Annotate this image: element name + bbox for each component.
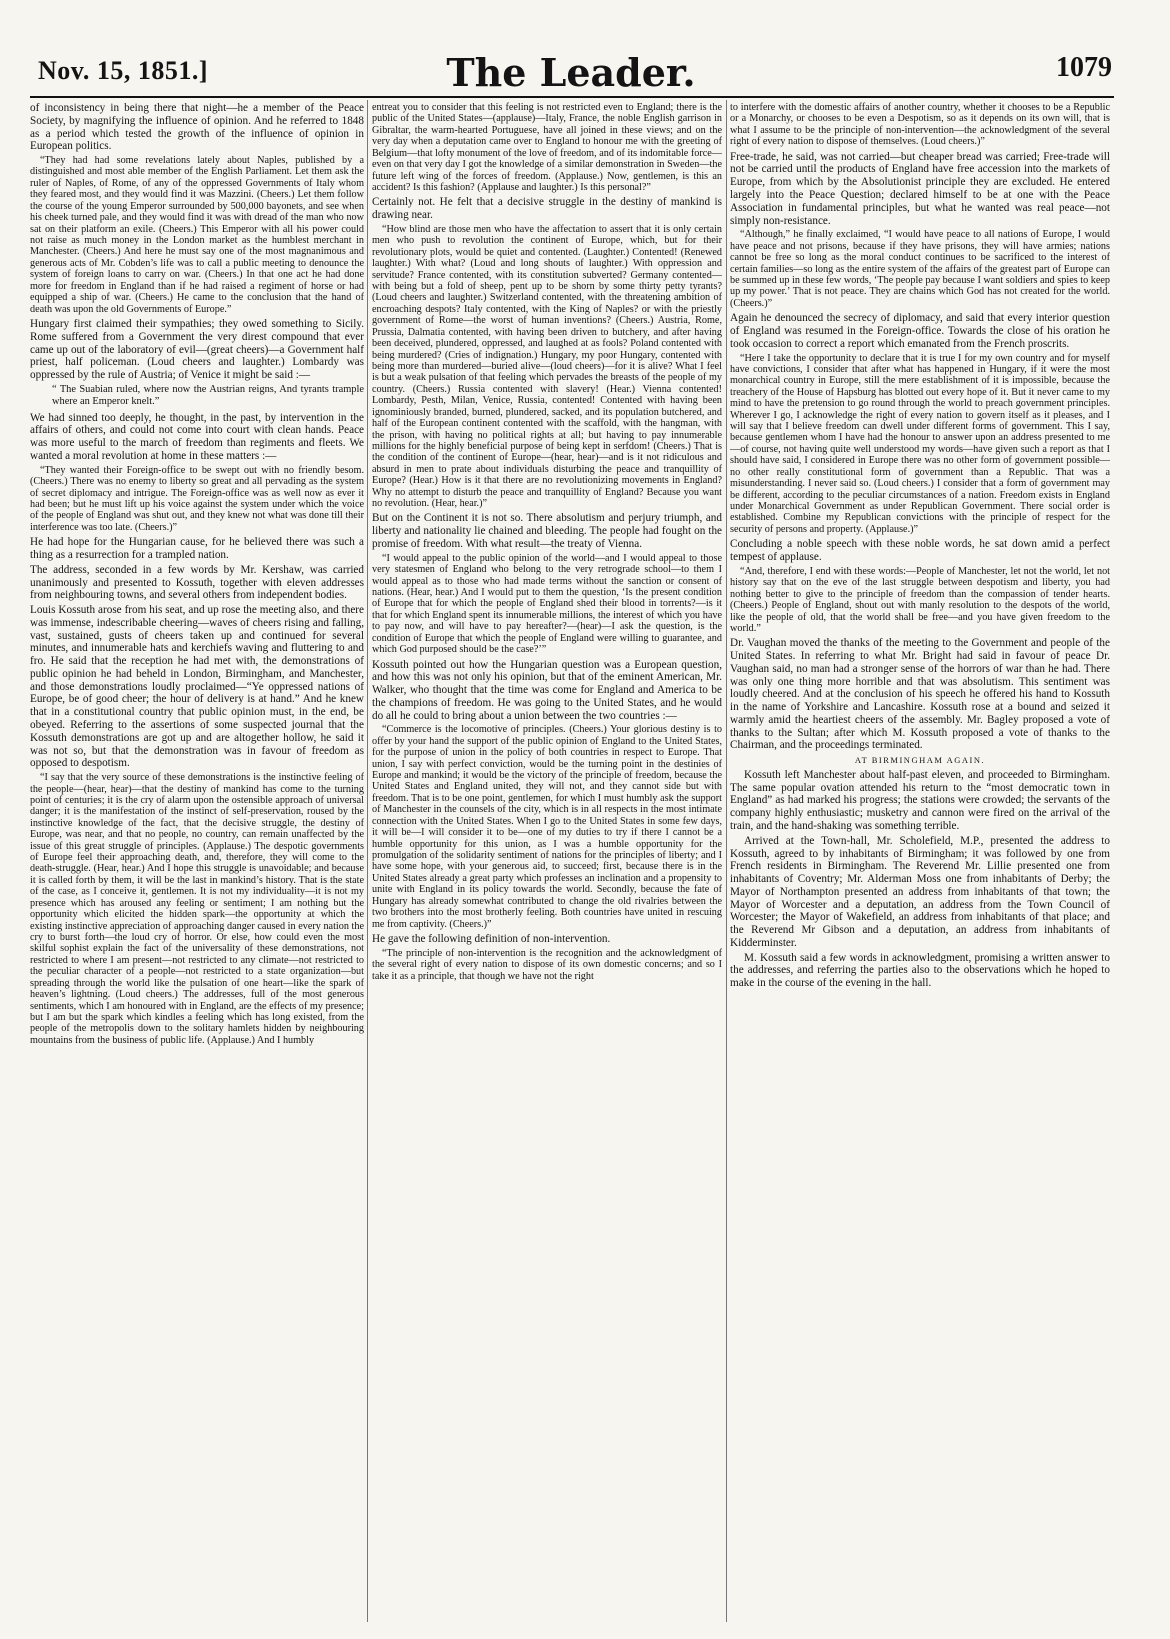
paragraph: Dr. Vaughan moved the thanks of the meeting to the Government and people of the United States. In referring to what Mr. Bright had said in favour of peace Dr. Vaughan said, no man had a stronger sense of the horrors of war than he had. There was only one thing more horrible and that was absolutism. This sentiment was loudly cheered. And at the conclusion of his speech he offered his hand to Kossuth in the name of Yorkshire and Lancashire. Kossuth rose at a bound and seized it warmly amid the heartiest cheers of the assembly. Mr. Bagley proposed a vote of thanks to the Sultan; after which M. Kossuth proposed a vote of thanks to the Chairman, and the proceedings terminated.	[730, 637, 1110, 752]
paragraph: of inconsistency in being there that night—he a member of the Peace Society, by magnifying the influence of opinion. And he referred to 1848 as a period which tested the growth of the influence of opinion in European politics.	[30, 102, 364, 153]
quoted-speech: “I would appeal to the public opinion of the world—and I would appeal to those very statesmen of England who belong to the very retrograde school—to them I would appeal as to those who had made terms without the sanction or consent of nations. (Hear, hear.) And I would put to them the question, ‘Is the present condition of Europe that for which the people of England shed their blood in torrents?—is it that for which England spent its innumerable millions, the interest of which you have to pay now, and will have to pay hereafter?—(hear)—I ask the question, is the condition of Europe that which the people of England were willing to guarantee, and which God purposed should be the case?’”	[372, 552, 722, 656]
paragraph: We had sinned too deeply, he thought, in the past, by intervention in the affairs of others, and could not come into court with clean hands. Peace was more useful to the march of freedom than regiments and fleets. We wanted a moral revolution at home in these matters :—	[30, 411, 364, 462]
paragraph: He had hope for the Hungarian cause, for he believed there was such a thing as a resurrection for a trampled nation.	[30, 536, 364, 562]
paragraph: But on the Continent it is not so. There absolutism and perjury triumph, and liberty and nationality lie chained and bleeding. The people had fought on the promise of freedom. With what result—the treaty of Vienna.	[372, 512, 722, 550]
quoted-speech: “How blind are those men who have the affectation to assert that it is only certain men who push to revolution the continent of Europe, which, but for their revolutionary plots, would be quiet and contented. (Laughter.) Contented! (Renewed laughter.) With what? (Loud and long shouts of laughter.) With oppression and servitude? France contented, with its constitution subverted? Germany contented—with being but a fold of sheep, pent up to be shorn by some thirty petty tyrants? (Loud cheers and laughter.) Switzerland contented, with the threatening ambition of encroaching despots? Italy contented, with the King of Naples? or with the priestly government of Rome—the worst of human inventions? (Cheers.) Austria, Rome, Prussia, Dalmatia contented, with having been driven to butchery, and after having been deceived, plundered, oppressed, and laughed at as fools? Poland contented with being murdered? (Cries of indignation.) Hungary, my poor Hungary, contented with being more than murdered—buried alive—(loud cheers)—for it is alive? What I feel is but a weak pulsation of that feeling which pervades the breasts of the people of my country. (Cheers.) Russia contented with slavery! (Hear.) Vienna contented! Lombardy, Pesth, Milan, Venice, Russia, contented! Contented with having been ignominiously branded, burned, plundered, sacked, and its population butchered, and half of the European continent contented with the scaffold, with the hangman, with the prison, with having no political rights at all; but having to pay innumerable millions for the highly beneficial purpose of being kept in serfdom! (Cheers.) That is the condition of the continent of Europe—(hear, hear)—and is it not ridiculous and absurd in men to prate about individuals disturbing the peace and tranquillity of Europe? (Hear.) How is it that there are no revolutionizing movements in England? Why no attempt to disturb the peace and tranquillity of England? Because you want no revolution. (Hear, hear.)”	[372, 223, 722, 510]
paragraph: Arrived at the Town-hall, Mr. Scholefield, M.P., presented the address to Kossuth, agreed to by inhabitants of Birmingham; it was followed by one from French residents in Birmingham. The Reverend Mr. Lillie presented one from inhabitants of Coventry; Mr. Alderman Moss one from inhabitants of Derby; the Mayor of Northampton presented an address from inhabitants of that town; the Mayor of Worcester and a deputation, an address from the Town Council of Worcester; the Mayor of Wakefield, an address from inhabitants of that place; and the Reverend Mr Gibson and a deputation, an address from inhabitants of Kidderminster.	[730, 834, 1110, 949]
quoted-speech: “Here I take the opportunity to declare that it is true I for my own country and for myself have convictions, I consider that after what has happened in Hungary, if it were the most monarchical country in Europe, still the mere establishment of it is impossible, because the treachery of the House of Hapsburg has blotted out every hope of it. But it never came to my mind to have the pretension to go round through the world to preach government principles. Wherever I go, I acknowledge the right of every nation to govern itself as it pleases, and I will say that I believe freedom can dwell under different forms of government. This I say, because gentlemen whom I have had the honour to answer upon an address presented to me—of course, not having quite well understood my words—have given such a report as that I should have said, I considered in Europe there was no other form of government possible—no other really constitutional form of government than a Republic. That was a misunderstanding. I never said so. (Loud cheers.) I consider that a form of government may be different, according to the peculiar circumstances of a nation. Freedom exists in England under Monarchical Government as under Republican Government. There social order is established. Combine my Republican convictions with the principle of respect for the security of persons and property. (Applause.)”	[730, 352, 1110, 535]
paragraph: Again he denounced the secrecy of diplomacy, and said that every interior question of England was resumed in the Foreign-office. Towards the close of his oration he took occasion to correct a report which emanated from the French proscrits.	[730, 312, 1110, 350]
masthead	[30, 48, 1112, 98]
quoted-speech: to interfere with the domestic affairs of another country, whether it chooses to be a Republic or a Monarchy, or chooses to be even a Despotism, so as it depends on its own will, that is what I assume to be the principle of non-intervention—the acknowledgment of the several right of every nation to dispose of themselves. (Loud cheers.)”	[730, 102, 1110, 148]
paragraph: Louis Kossuth arose from his seat, and up rose the meeting also, and there was immense, indescribable cheering—waves of cheers rising and falling, vast, sustained, gusts of cheers taken up and continued for several minutes, and innumerable hats and kerchiefs waving and fluttering to and fro. He said that the reception he had met with, the demonstrations of public opinion he had beheld in London, Birmingham, and Manchester, and those demonstrations loudly proclaimed—“Ye oppressed nations of Europe, be of good cheer; the hour of delivery is at hand.” And he knew that in a constitutional country that public opinion must, in the end, be obeyed. Referring to the assertions of some suspected journal that the Kossuth demonstrations are got up and are altogether hollow, he said it was not so, but that the demonstration was in favour of freedom as opposed to despotism.	[30, 604, 364, 770]
quoted-speech: “Commerce is the locomotive of principles. (Cheers.) Your glorious destiny is to offer by your hand the support of the public opinion of England to the United States, for the purpose of union in the policy of both countries in respect to Europe. That union, I say with perfect conviction, would be the turning point in the destinies of Europe and mankind; it would be the victory of the principle of freedom, because the United States and England united, they will not, and they cannot side but with freedom. That is to be one point, gentlemen, for which I must humbly ask the support of Manchester in the counsels of the city, which is in all respects in the most intimate connection with the United States. When I go to the United States in some few days, it will be—I will consider it to be—one of my duties to try if there I cannot be a humble opportunity for this union, as I was a humble opportunity for the promulgation of the solidarity sentiment of nations for the principles of liberty; and I have some hope, with your generous aid, to succeed; first, because there is in the United States already a great party which professes an inclination and a propensity to unite with England in its policy towards the world. Secondly, because the fate of Hungary has already somewhat contributed to change the old rivalries between the two brothers into the most brotherly feeling. Both countries have united in rescuing me from captivity. (Cheers.)”	[372, 724, 722, 930]
quoted-speech: “They wanted their Foreign-office to be swept out with no friendly besom. (Cheers.) There was no enemy to liberty so great and all pervading as the system of secret diplomacy and intrigue. The Foreign-office was as well now as ever it had been; but he must lift up his voice against the system under which the voice of the people of England was shut out, and they knew not what was done till their interference was too late. (Cheers.)”	[30, 464, 364, 533]
paragraph: The address, seconded in a few words by Mr. Kershaw, was carried unanimously and presented to Kossuth, together with eleven addresses from neighbouring towns, and several others from independent bodies.	[30, 563, 364, 602]
quoted-speech: “Although,” he finally exclaimed, “I would have peace to all nations of Europe, I would have peace and not prisons, because if they have prisons, they will have armies; nations cannot be free so long as the moral conduct continues to be sacrificed to the interest of certain families—so long as the entire system of the affairs of the greatest part of Europe can be summed up in these few words, ‘The people pay because I want soldiers and spies to keep up my power.’ That is not peace. They are chains which God has not created for the world. (Cheers.)”	[730, 229, 1110, 309]
column-1	[30, 102, 364, 1620]
quoted-speech: “The principle of non-intervention is the recognition and the acknowledgment of the several right of every nation to dispose of its own domestic concerns; and so I take it as a principle, that though we have not the right	[372, 947, 722, 982]
quoted-speech: “I say that the very source of these demonstrations is the instinctive feeling of the people—(hear, hear)—that the destiny of mankind has come to the turning point of centuries; it is the cry of alarm upon the ostensible approach of universal danger; it is the manifestation of the instinct of self-preservation, roused by the instinctive knowledge of the fact, that the decisive struggle, the destiny of Europe, was near, and that no people, no country, can remain unaffected by the issue of this great struggle of principles. (Applause.) The despotic governments of Europe feel their approaching death, and, therefore, they will come to the death-struggle. (Hear, hear.) And I hope this struggle is unavoidable; and because it is called forth by them, it will be the last in mankind’s history. That is the state of the case, as I conceive it, gentlemen. It is not my individuality—it is not my presence which has aroused any feeling or sentiment; I am nothing but the opportunity which elicited the hidden spark—the opportunity at which the existing instinctive appreciation of approaching danger caused in every nation the cry to burst forth—the loud cry of horror. Or else, how could even the most skilful sophist explain the fact of the universality of these demonstrations, not restricted to where I am present—not restricted to any climate—not restricted to the peculiar character of a people—not restricted to a state organization—but spreading through the world like the pulsation of one heart—like the spark of heaven’s lightning. (Loud cheers.) The addresses, full of the most generous sentiments, which I am honoured with in England, are the effects of my presence; but I am but the spark which kindles a feeling which has long existed, from the people of the metropolis down to the solitary hamlets hidden by neighbouring mountains from the business of public life. (Applause.) And I humbly	[30, 772, 364, 1046]
paragraph: Concluding a noble speech with these noble words, he sat down amid a perfect tempest of applause.	[730, 538, 1110, 564]
column-2	[372, 102, 722, 1620]
quoted-speech: “They had had some revelations lately about Naples, published by a distinguished and most able member of the English Parliament. Let them ask the ruler of Naples, of Rome, of any of the oppressed Governments of Italy whom they feared most, and they would find it was Mazzini. (Cheers.) Let them follow the course of the young Emperor surrounded by 500,000 bayonets, and see when his cheek turned pale, and they would find it was with dread of the man who now sat on their platform an exile. (Cheers.) This Emperor with all his power could not raise as much money in the London market as the humblest merchant in Manchester. (Cheers.) And here he must say one of the most magnanimous and generous acts of Mr. Cobden’s life was to call a public meeting to denounce the system of foreign loans to carry on war. (Cheers.) In that one act he had done more for freedom in England than if he had raised a regiment of horse or had equipped a ship of war. (Cheers.) He came to the conclusion that the hand of death was upon the old Governments of Europe.”	[30, 155, 364, 315]
issue-date: Nov. 15, 1851.]	[38, 56, 208, 85]
paragraph: M. Kossuth said a few words in acknowledgment, promising a written answer to the addresses, and referring the parties also to the observations which he hoped to make in the course of the evening in the hall.	[730, 951, 1110, 990]
column-divider	[367, 100, 368, 1622]
paragraph: Kossuth pointed out how the Hungarian question was a European question, and how this was not only his opinion, but that of the eminent American, Mr. Walker, who thought that the time was come for England and America to be the champions of freedom. He was going to the United States, and he would do all he could to bring about a union between the two countries :—	[372, 658, 722, 722]
quoted-speech: “And, therefore, I end with these words:—People of Manchester, let not the world, let not history say that on the eve of the last struggle between despotism and liberty, you had nothing better to give to the principle of freedom than the compassion of tender hearts. (Cheers.) People of England, shout out with manly resolution to the despots of the world, like the people of old, that the world shall be free—and you have given freedom to the world.”	[730, 565, 1110, 634]
paragraph: Certainly not. He felt that a decisive struggle in the destiny of mankind is drawing near.	[372, 196, 722, 222]
masthead-rule	[30, 96, 1114, 98]
paragraph: Hungary first claimed their sympathies; they owed something to Sicily. Rome suffered from a Government the very direst compound that ever came up out of the laboratory of evil—(great cheers)—a Government half priest, half policeman. (Loud cheers and laughter.) Lombardy was oppressed by the rule of Austria; of Venice it might be said :—	[30, 317, 364, 382]
paragraph: Free-trade, he said, was not carried—but cheaper bread was carried; Free-trade will not be carried until the products of England have free accession into the markets of Europe, from which by the Absolutionist principle they are excluded. He entered largely into the Peace Question; declared himself to be at one with the Peace Association in fundamental principles, but what he wanted was real peace—not simply non-resistance.	[730, 150, 1110, 227]
page-number: 1079	[1056, 52, 1112, 83]
newspaper-title: The Leader.	[446, 50, 696, 95]
column-3	[730, 102, 1110, 1620]
paragraph: He gave the following definition of non-intervention.	[372, 932, 611, 945]
paragraph: Kossuth left Manchester about half-past eleven, and proceeded to Birmingham. The same popular ovation attended his return to the “most democratic town in England” as had marked his progress; the stations were crowded; the servants of the company highly enthusiastic; musketry and cannon were fired on the arrival of the train, and the hand-shaking was something terrible.	[730, 768, 1110, 832]
verse-quote: “ The Suabian ruled, where now the Austrian reigns, And tyrants trample where an Emperor knelt.”	[52, 383, 364, 407]
column-divider	[726, 100, 727, 1622]
quoted-speech: entreat you to consider that this feeling is not restricted even to England; there is the public of the United States—(applause)—Italy, France, the noble English garrison in Gibraltar, the warm-hearted Portuguese, have all joined in these views; and on the very day when a deputation came over to England to honour me with the greeting of Belgium—that lofty monument of the love of freedom, and of its indomitable force—even on that very day I got the knowledge of a similar demonstration in Sweden—the future left wing of the forces of freedom. (Applause.) Now, gentlemen, is this an accident? Is this fashion? (Applause and laughter.) Is this personal?”	[372, 102, 722, 193]
section-subheading: AT BIRMINGHAM AGAIN.	[854, 755, 986, 766]
